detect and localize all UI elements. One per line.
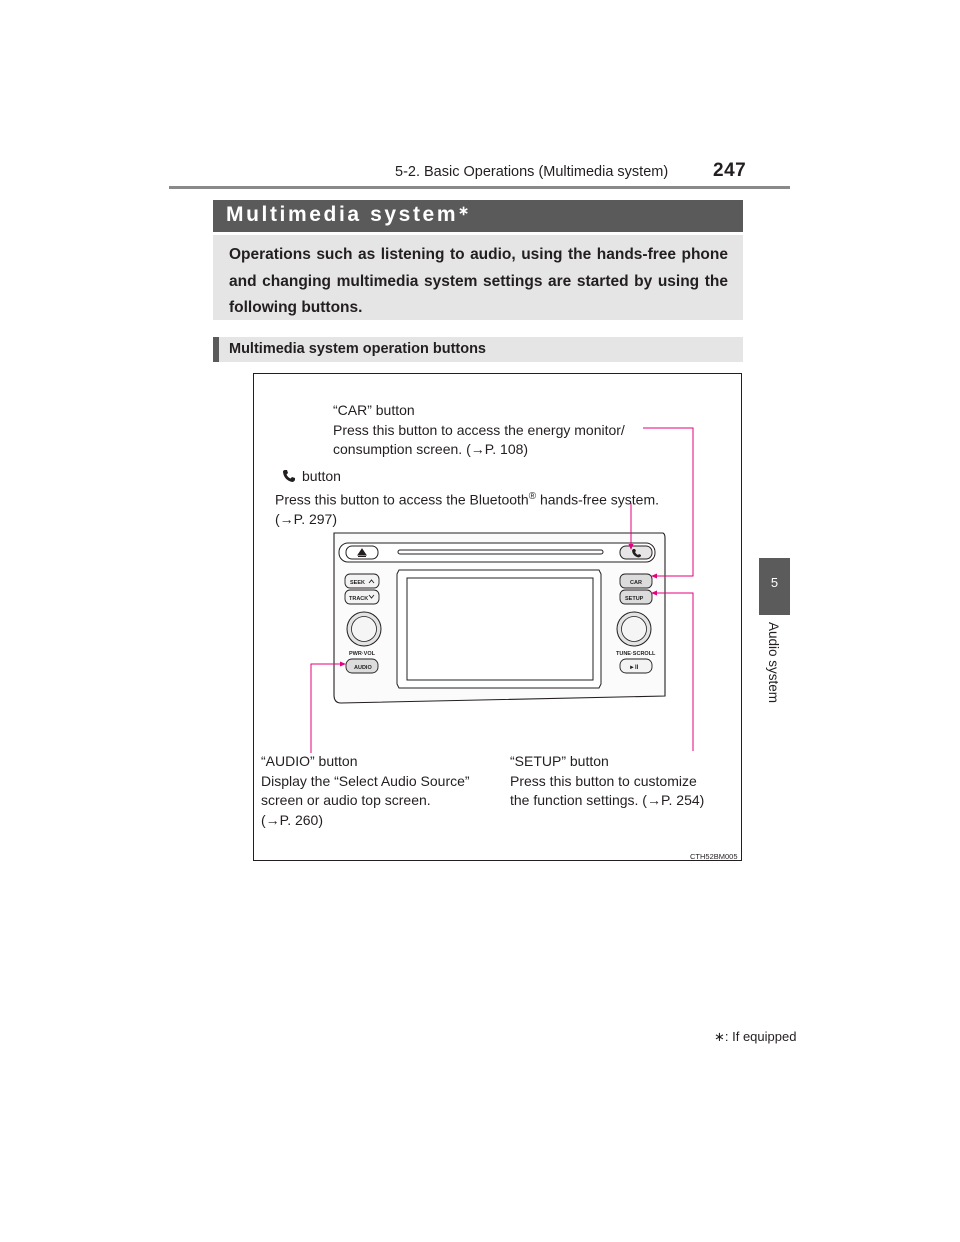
tune-scroll-knob-inner: [622, 617, 647, 642]
cd-slot: [398, 550, 603, 554]
chapter-label: Audio system: [766, 622, 781, 704]
phone-button: [620, 546, 652, 559]
audio-label: AUDIO: [354, 665, 372, 671]
setup-callout-title: “SETUP” button: [510, 753, 609, 769]
phone-callout-line1-b: hands-free system.: [536, 491, 660, 508]
audio-callout-line2: screen or audio top screen.: [261, 792, 431, 808]
tune-scroll-label: TUNE·SCROLL: [616, 651, 656, 657]
registered-mark: ®: [528, 490, 537, 502]
audio-callout-line3: (→P. 260): [261, 811, 323, 828]
car-label: CAR: [630, 580, 642, 586]
head-unit-illustration: [253, 373, 742, 861]
setup-label: SETUP: [625, 596, 644, 602]
car-callout-line1: Press this button to access the energy monitor/: [333, 421, 625, 438]
header-rule: [169, 186, 790, 189]
page-title-text: Multimedia system: [226, 203, 459, 226]
setup-callout-line2: the function settings. (→P. 254): [510, 792, 705, 808]
display-screen: [407, 578, 593, 680]
car-callout-line2: consumption screen. (→P. 108): [333, 441, 529, 457]
phone-callout-line2: (→P. 297): [275, 510, 337, 527]
page-title: [226, 203, 469, 227]
section-header: 5-2. Basic Operations (Multimedia system): [395, 164, 669, 180]
seek-label: SEEK: [350, 580, 365, 586]
car-callout-title: “CAR” button: [333, 402, 415, 418]
track-label: TRACK: [349, 596, 369, 602]
phone-callout-line1-a: Press this button to access the Bluetooth: [275, 491, 529, 508]
chapter-number: 5: [770, 575, 779, 590]
phone-callout-title: button: [302, 468, 341, 484]
audio-callout-title: “AUDIO” button: [261, 753, 358, 769]
setup-callout-line1: Press this button to customize: [510, 772, 697, 789]
intro-text: Operations such as listening to audio, using the hands-free phone and changing multimedia system settings are started by using the following buttons.: [229, 246, 728, 316]
pwr-vol-label: PWR·VOL: [349, 651, 375, 657]
subheading: Multimedia system operation buttons: [229, 341, 486, 357]
pwr-vol-knob-inner: [352, 617, 377, 642]
footnote: ∗: If equipped: [714, 1029, 797, 1044]
play-pause-label: ►II: [629, 665, 639, 671]
equipped-marker: ∗: [458, 203, 469, 218]
page-number: 247: [713, 160, 747, 181]
figure-id: CTH52BM005: [690, 852, 738, 861]
audio-callout-line1: Display the “Select Audio Source”: [261, 772, 470, 789]
